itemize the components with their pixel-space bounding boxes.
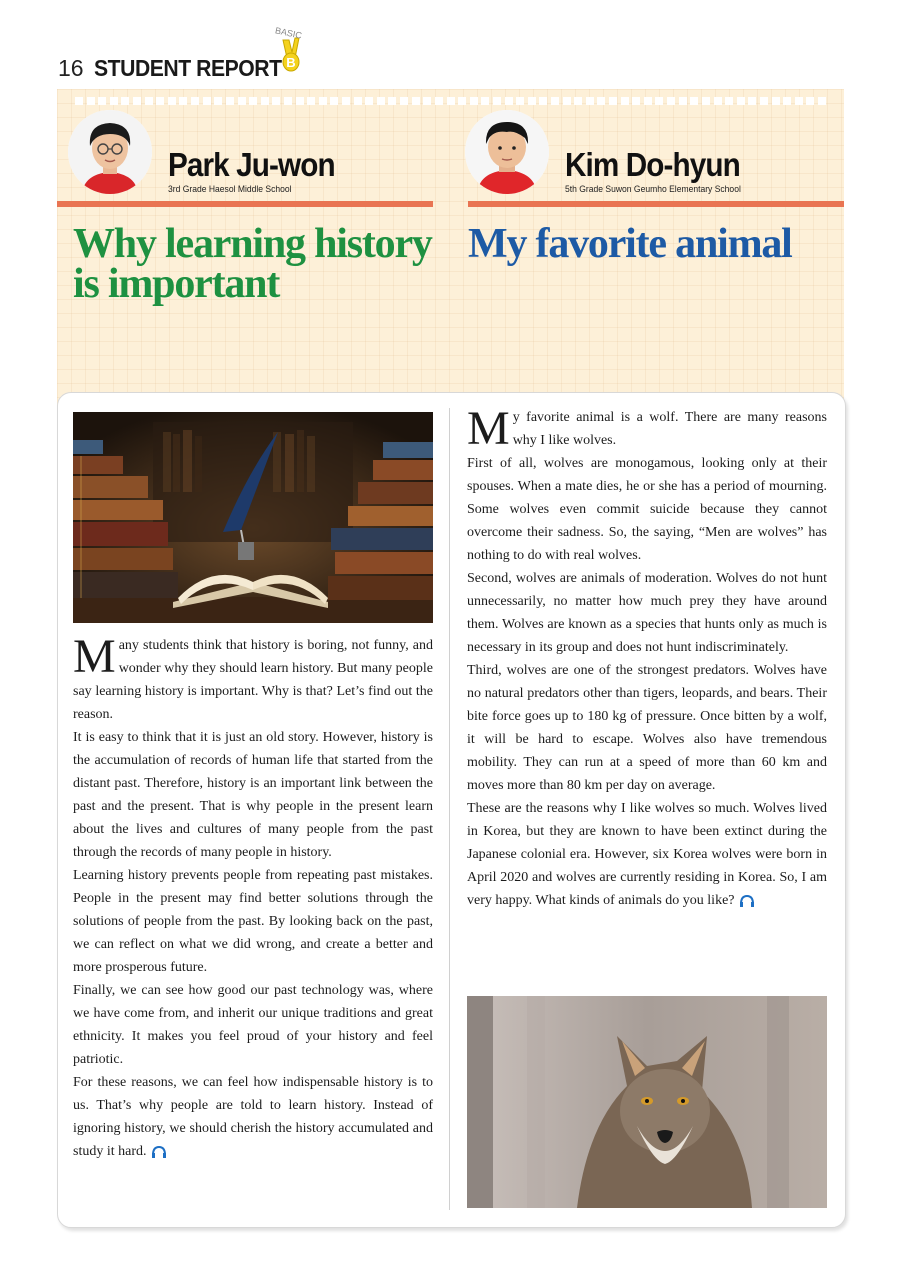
- page-header: [58, 36, 297, 80]
- left-author-name: Park Ju-won: [168, 146, 335, 183]
- badge-label: BASIC: [274, 25, 303, 41]
- right-paragraph-2: First of all, wolves are monogamous, looking only at their spouses. When a mate dies, he or she has a period of mourning. Some wolves even commit suicide because they cannot overcome their sadness. So, the saying, “Men are wolves” has nothing to do with real wolves.: [467, 456, 827, 563]
- series-title: STUDENT REPORT: [93, 55, 282, 81]
- left-author-avatar: [68, 110, 152, 194]
- books-photo: [73, 412, 433, 623]
- right-paragraph-5: These are the reasons why I like wolves so much. Wolves lived in Korea, but they are known to have been extinct during the Japanese colonial era. However, six Korea wolves were born in April 2020 and wolves are currently residing in Korea. So, I am very happy. What kinds of animals do you like?: [467, 801, 827, 908]
- left-author-rule: [57, 201, 433, 207]
- badge-letter: B: [286, 55, 296, 70]
- binder-holes: [75, 97, 826, 107]
- right-paragraph-1: y favorite animal is a wolf. There are many reasons why I like wolves.: [512, 410, 827, 448]
- left-article-title: Why learning history is important: [73, 221, 432, 307]
- right-article-body: [467, 402, 827, 912]
- column-divider: [449, 408, 450, 1210]
- right-author-rule: [468, 201, 844, 207]
- right-author-name: Kim Do-hyun: [565, 146, 740, 183]
- right-dropcap: M: [467, 402, 510, 455]
- left-paragraph-1: any students think that history is boring, not funny, and wonder why they should learn history. But many people say learning history is important. Why is that? Let’s find out the reason.: [73, 638, 433, 722]
- right-author-school: 5th Grade Suwon Geumho Elementary School: [565, 184, 741, 195]
- left-article-body: [73, 630, 433, 1163]
- headphones-icon: [151, 1145, 167, 1159]
- left-dropcap: M: [73, 630, 116, 683]
- basic-badge: [274, 25, 305, 74]
- wolf-photo: [467, 996, 827, 1208]
- right-paragraph-3: Second, wolves are animals of moderation. Wolves do not hunt unnecessarily, no matter how much prey they have around them. Wolves are known as a species that hunts only as much is necessary in its group and does not hunt indiscriminately.: [467, 571, 827, 655]
- right-article-title: My favorite animal: [468, 221, 792, 267]
- left-paragraph-2: It is easy to think that it is just an old story. However, history is the accumulation of records of human life that started from the distant past. Therefore, history is an important link between the past and the present. That is why people in the present learn about the lives and cultures of many people from the past through the records of many people in history.: [73, 730, 433, 860]
- right-paragraph-4: Third, wolves are one of the strongest predators. Wolves have no natural predators other than tigers, leopards, and bears. Their bite force goes up to 180 kg of pressure. Once bitten by a wolf, it will be hard to escape. Wolves also have tremendous mobility. They can run at a speed of more than 60 km and moves more than 80 km per day on average.: [467, 663, 827, 793]
- left-paragraph-4: Finally, we can see how good our past technology was, where we have come from, and inherit our unique traditions and great ethnicity. It makes you feel proud of your history and feel patriotic.: [73, 983, 433, 1067]
- left-paragraph-3: Learning history prevents people from repeating past mistakes. People in the present may find better solutions through the solutions of people from the past. By looking back on the past, we can reflect on what we did wrong, and create a better and more prosperous future.: [73, 868, 433, 975]
- left-author-school: 3rd Grade Haesol Middle School: [168, 184, 292, 195]
- headphones-icon: [739, 894, 755, 908]
- left-paragraph-5: For these reasons, we can feel how indispensable history is to us. That’s why people are told to learn history. Instead of ignoring history, we should cherish the history accumulated and study it hard.: [73, 1075, 433, 1159]
- right-author-avatar: [465, 110, 549, 194]
- page-number: 16: [58, 55, 84, 81]
